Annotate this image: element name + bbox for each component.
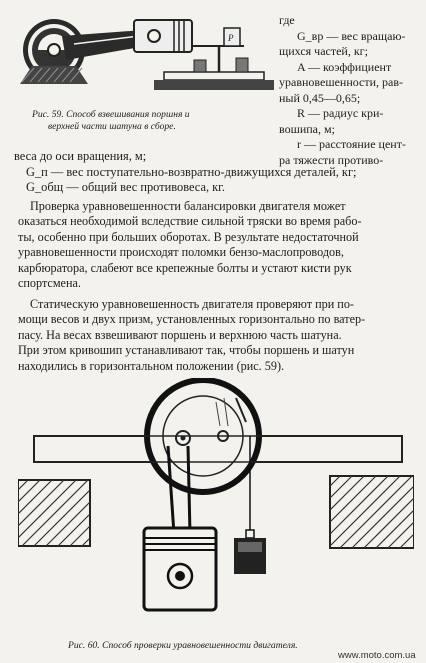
gloss-line: r — расстояние цент- xyxy=(297,137,406,151)
gloss-line: R — радиус кри- xyxy=(297,106,384,120)
paragraph-balance-check xyxy=(18,199,416,291)
figure-59-caption-line-2: верхней части шатуна в сборе. xyxy=(48,121,176,132)
paragraph-line: уравновешенности происходят поломки бензо-маслопроводов, xyxy=(18,245,344,260)
paragraph-static-balance xyxy=(18,297,416,374)
paragraph-line: мощи весов и двух призм, установленных горизонтально по ватер- xyxy=(18,312,366,327)
gloss-bottom xyxy=(26,165,356,195)
gloss-intro: где xyxy=(279,13,295,27)
gloss-bottom-line: G_общ — общий вес противовеса, кг. xyxy=(26,180,225,194)
paragraph-line: спортсмена. xyxy=(18,276,81,291)
gloss-line: щихся частей, кг; xyxy=(279,44,368,58)
figure-60-caption: Рис. 60. Способ проверки уравновешенности двигателя. xyxy=(68,640,298,651)
figure-59-caption xyxy=(32,109,190,133)
paragraph-line: Проверка уравновешенности балансировки двигателя может xyxy=(30,199,346,213)
figure-60-illustration xyxy=(18,378,414,628)
svg-text:P: P xyxy=(228,33,234,43)
paragraph-line: пасу. На весах взвешивают поршень и верхнюю часть шатуна. xyxy=(18,327,342,342)
gloss-line: уравновешенности, рав- xyxy=(279,75,404,89)
watermark: www.moto.com.ua xyxy=(338,650,416,661)
paragraph-line: ты, особенно при больших оборотах. В результате недостаточной xyxy=(18,229,359,244)
figure-59-caption-line-1: Рис. 59. Способ взвешивания поршня и xyxy=(32,109,190,120)
variable-gloss-top xyxy=(279,13,421,168)
figure-59-illustration xyxy=(14,6,276,98)
paragraph-line: Статическую уравновешенность двигателя проверяют при по- xyxy=(30,297,354,311)
gloss-line: ра тяжести противо- xyxy=(279,152,384,167)
paragraph-line: находились в горизонтальном положении (рис. 59). xyxy=(18,358,285,373)
gloss-line: A — коэффициент xyxy=(297,59,392,74)
gloss-line: ный 0,45—0,65; xyxy=(279,90,361,105)
gloss-line: G_вр — вес вращаю- xyxy=(297,28,406,43)
paragraph-line: карбюратора, слабеют все крепежные болты и устают кисти рук xyxy=(18,260,352,275)
gloss-line: вошипа, м; xyxy=(279,121,335,136)
paragraph-line: оказаться необходимой вследствие сильной тряски во время рабо- xyxy=(18,214,362,229)
gloss-continuation: веса до оси вращения, м; xyxy=(14,149,147,163)
gloss-bottom-line: G_п — вес поступательно-возвратно-движущихся деталей, кг; xyxy=(26,165,357,179)
paragraph-line: При этом кривошип устанавливают так, чтобы поршень и шатун xyxy=(18,343,355,358)
